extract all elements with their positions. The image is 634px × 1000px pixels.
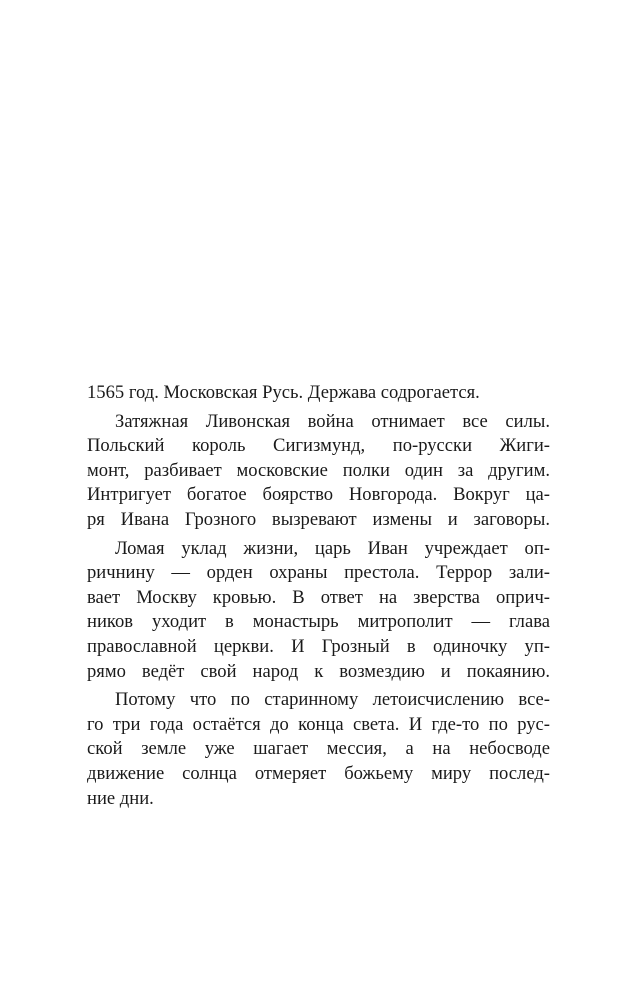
- paragraph-2-line-5: ря Ивана Грозного вызревают измены и заговоры.: [87, 508, 550, 530]
- paragraph-4-line-5: ние дни.: [87, 787, 154, 809]
- paragraph-4-line-4: движение солнца отмеряет божьему миру послед-: [87, 762, 550, 784]
- paragraph-3-line-4: ников уходит в монастырь митрополит — глава: [87, 611, 550, 633]
- paragraph-3-line-2: ричнину — орден охраны престола. Террор зали-: [87, 562, 550, 584]
- paragraph-2-line-4: Интригует богатое боярство Новгорода. Вокруг ца-: [87, 484, 550, 506]
- paragraph-2-line-1: Затяжная Ливонская война отнимает все силы.: [115, 410, 550, 432]
- paragraph-3-line-6: рямо ведёт свой народ к возмездию и покаянию.: [87, 660, 550, 682]
- paragraph-3-line-5: православной церкви. И Грозный в одиночку уп-: [87, 635, 550, 657]
- paragraph-3-line-1: Ломая уклад жизни, царь Иван учреждает оп-: [115, 537, 550, 559]
- paragraph-4-line-2: го три года остаётся до конца света. И где-то по рус-: [87, 713, 550, 735]
- paragraph-4-line-1: Потому что по старинному летоисчислению все-: [115, 689, 550, 711]
- paragraph-2-line-2: Польский король Сигизмунд, по-русски Жиги-: [87, 435, 550, 457]
- annotation-text: [87, 381, 550, 811]
- paragraph-3-line-3: вает Москву кровью. В ответ на зверства оприч-: [87, 586, 550, 608]
- paragraph-4-line-3: ской земле уже шагает мессия, а на небосводе: [87, 738, 550, 760]
- paragraph-1-line-1: 1565 год. Московская Русь. Держава содрогается.: [87, 382, 480, 403]
- paragraph-2-line-3: монт, разбивает московские полки один за другим.: [87, 459, 550, 481]
